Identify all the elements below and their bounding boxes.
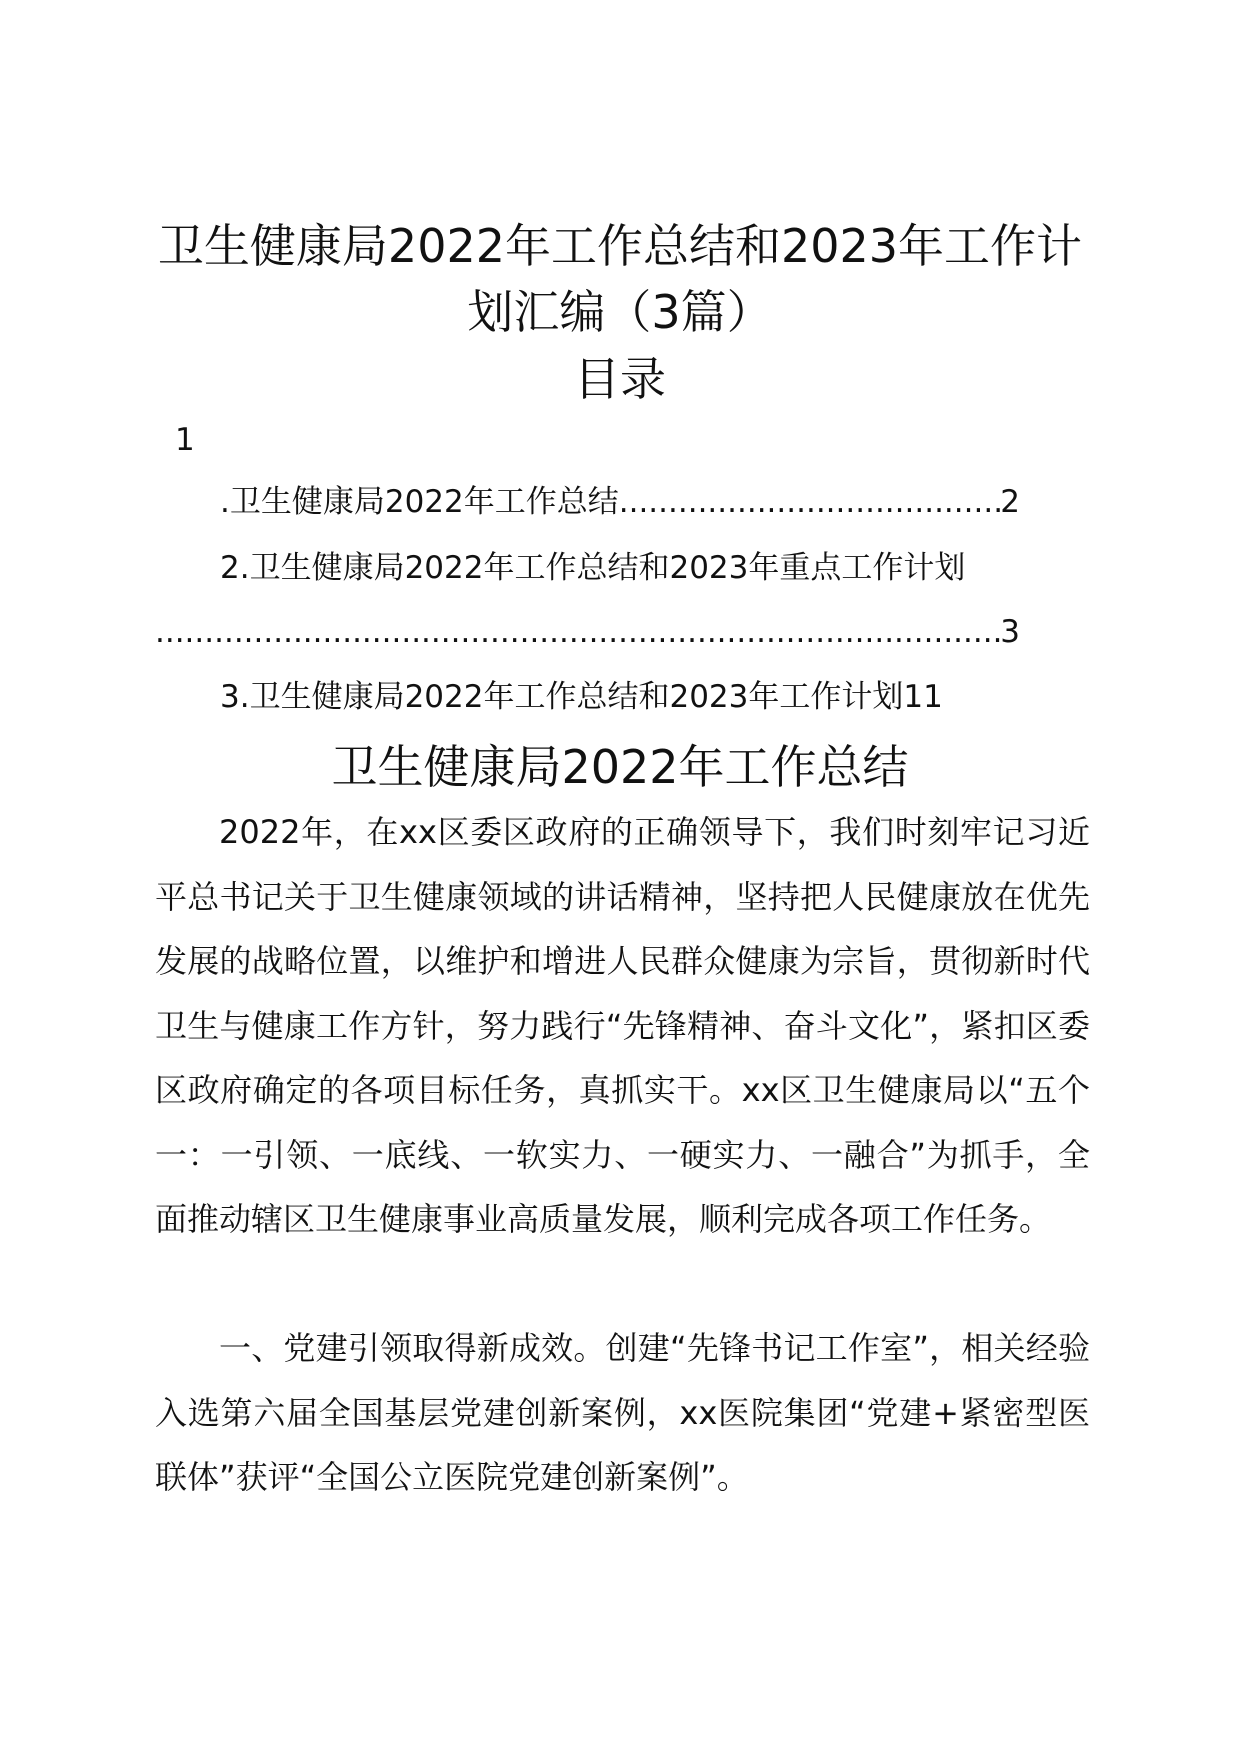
toc-item-3[interactable] <box>220 677 943 717</box>
section-title: 卫生健康局2022年工作总结 <box>331 740 909 794</box>
toc-item-1-label: .卫生健康局2022年工作总结 <box>220 484 619 520</box>
toc-heading: 目录 <box>574 352 666 406</box>
toc-number-1: 1 <box>175 422 195 458</box>
document-title-line-2: 划汇编（3篇） <box>467 285 773 339</box>
body-paragraph-1: 2022年，在xx区委区政府的正确领导下，我们时刻牢记习近平总书记关于卫生健康领域的讲话精神，坚持把人民健康放在优先发展的战略位置，以维护和增进人民群众健康为宗旨，贯彻新时代卫生与健康工作方针，努力践行“先锋精神、奋斗文化”，紧扣区委区政府确定的各项目标任务，真抓实干。xx区卫生健康局以“五个一：一引领、一底线、一软实力、一硬实力、一融合”为抓手，全面推动辖区卫生健康事业高质量发展，顺利完成各项工作任务。 <box>155 813 1090 1238</box>
toc-leader-dots <box>619 482 1001 522</box>
toc-item-2-label: 2.卫生健康局2022年工作总结和2023年重点工作计划 <box>220 550 966 586</box>
toc-item-2[interactable] <box>220 548 965 588</box>
toc-item-2-page: 3 <box>1000 614 1020 650</box>
document-title-line-1: 卫生健康局2022年工作总结和2023年工作计 <box>157 219 1083 273</box>
toc-item-1[interactable] <box>220 482 1020 522</box>
toc-item-2-continuation[interactable] <box>155 612 1020 652</box>
toc-item-1-page: 2 <box>1000 484 1020 520</box>
toc-leader-dots <box>155 612 1000 652</box>
toc-item-3-label: 3.卫生健康局2022年工作总结和2023年工作计划11 <box>220 679 943 715</box>
body-paragraph-2: 一、党建引领取得新成效。创建“先锋书记工作室”，相关经验入选第六届全国基层党建创新案例，xx医院集团“党建+紧密型医联体”获评“全国公立医院党建创新案例”。 <box>155 1329 1090 1496</box>
